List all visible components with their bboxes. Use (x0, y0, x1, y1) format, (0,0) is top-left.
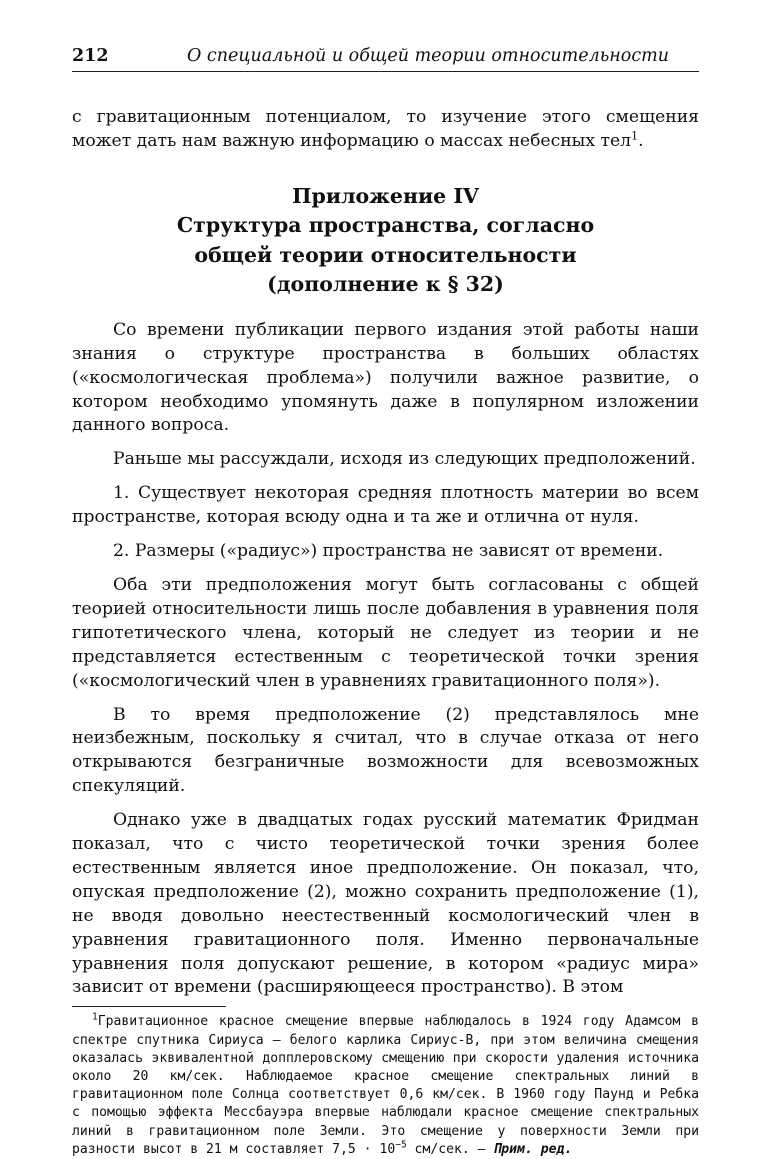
paragraph-assumption-inevitable: В то время предположение (2) представлялось мне неизбежным, поскольку я считал, что в случае отказа от него открываются безграничные возможности для всевозможных спекуляций. (72, 704, 699, 797)
footnote-unit: см/сек. — (406, 1141, 494, 1157)
footnote-exponent: −5 (395, 1139, 407, 1151)
paragraph-intro: Со времени публикации первого издания этой работы наши знания о структуре пространства в больших областях («космологическая проблема») получили важное развитие, о котором необходимо упомянуть даже в популярном изложении данного вопроса. (72, 319, 699, 436)
paragraph-assumption-1: 1. Существует некоторая средняя плотность материи во всем пространстве, которая всюду одна и та же и отлична от нуля. (72, 483, 699, 528)
appendix-number: Приложение IV (292, 183, 479, 208)
running-header (72, 44, 699, 72)
appendix-subtitle: (дополнение к § 32) (267, 272, 504, 297)
footnote-reference: 1 (631, 129, 639, 143)
continuation-text: с гравитационным потенциалом, то изучение этого смещения может дать нам важную информацию о массах небесных тел (72, 107, 699, 151)
footnote-text: Гравитационное красное смещение впервые наблюдалось в 1924 году Адамсом в спектре спутника Сириуса — белого карлика Сириус-В, при этом величина смещения оказалась эквивалентной допплеровскому смещению при скорости удаления источника около 20 км/сек. Наблюдаемое красное смещение спектральных линий в гравитационном поле Солнца соответствует 0,6 км/сек. В 1960 году Паунд и Ребка с помощью эффекта Мессбауэра впервые наблюдали красное смещение спектральных линий в гравитационном поле Земли. Это смещение у поверхности Земли при разности высот в 21 м составляет 7,5 · 10 (72, 1014, 699, 1157)
editor-note: Прим. ред. (493, 1141, 573, 1157)
appendix-title-line: Структура пространства, согласно (176, 213, 595, 238)
paragraph-friedmann: Однако уже в двадцатых годах русский математик Фридман показал, что с чисто теоретической точки зрения более естественным является иное предположение. Он показал, что, опуская предположение (2), можно сохранить предположение (1), не вводя довольно неестественный космологический член в уравнения гравитационного поля. Именно первоначальные уравнения поля допускают решение, в котором «радиус мира» зависит от времени (расширяющееся пространство). В этом (72, 810, 699, 998)
continuation-paragraph (72, 106, 699, 154)
appendix-heading (72, 182, 699, 300)
running-title: О специальной и общей теории относительности (187, 46, 669, 66)
paragraph-cosmological-term: Оба эти предположения могут быть согласованы с общей теорией относительности лишь после добавления в уравнения поля гипотетического члена, который не следует из теории и не представляется естественным с теоретической точки зрения («космологический член в уравнениях гравитационного поля»). (72, 574, 699, 691)
footnote (72, 1013, 699, 1159)
appendix-title-line: общей теории относительности (194, 242, 577, 267)
paragraph-assumptions: Раньше мы рассуждали, исходя из следующих предположений. (113, 449, 696, 470)
book-page (72, 44, 699, 1159)
paragraph-assumption-2: 2. Размеры («радиус») пространства не зависят от времени. (113, 541, 664, 562)
footnote-mark: 1 (92, 1012, 98, 1024)
footnote-divider (72, 1006, 226, 1007)
continuation-period: . (638, 130, 644, 151)
page-number: 212 (72, 46, 109, 66)
